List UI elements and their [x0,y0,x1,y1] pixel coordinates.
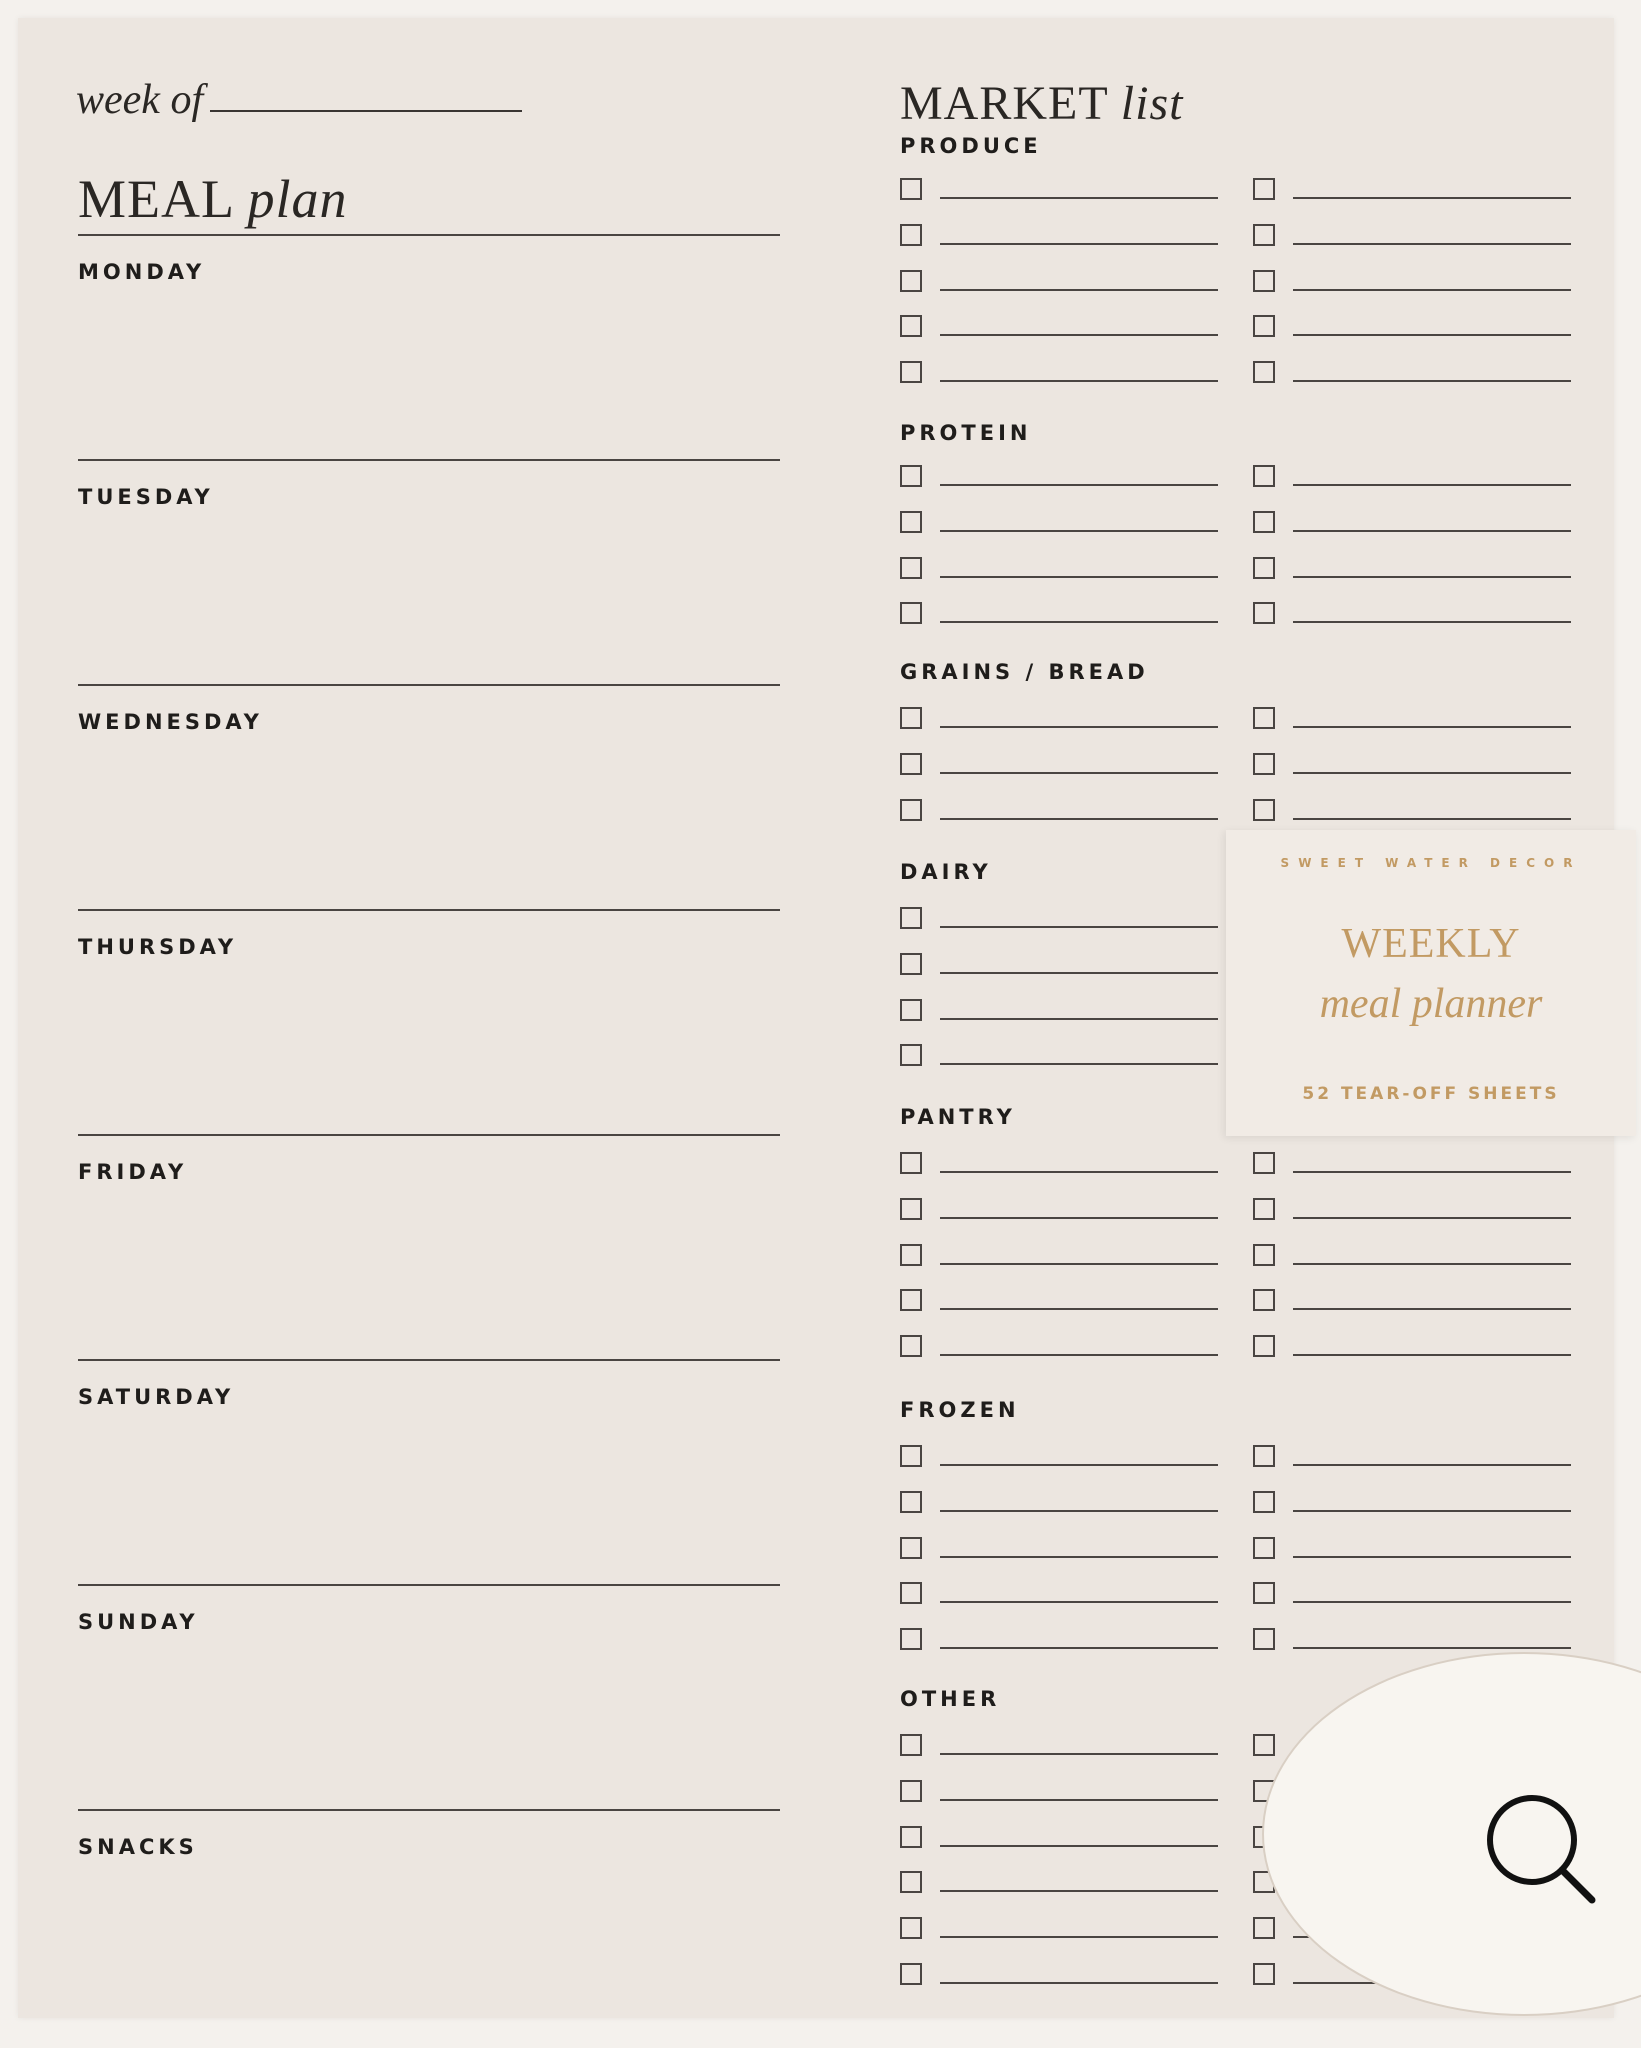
checkbox[interactable] [1253,1917,1275,1939]
item-write-line[interactable] [1293,1263,1571,1265]
day-label-sunday: SUNDAY [78,1610,199,1634]
day-label-tuesday: TUESDAY [78,485,214,509]
market-list-title [900,76,1183,131]
checkbox[interactable] [1253,1734,1275,1756]
category-other: OTHER [900,1687,1001,1711]
category-grains-bread: GRAINS / BREAD [900,660,1149,684]
checkbox[interactable] [900,1582,922,1604]
checkbox[interactable] [900,953,922,975]
market-title-italic: list [1120,77,1184,130]
checkbox[interactable] [1253,1445,1275,1467]
checkbox[interactable] [900,224,922,246]
checkbox[interactable] [1253,1628,1275,1650]
checkbox[interactable] [900,1826,922,1848]
item-write-line[interactable] [1293,289,1571,291]
checkbox[interactable] [1253,361,1275,383]
checkbox[interactable] [900,1335,922,1357]
category-produce: PRODUCE [900,134,1042,158]
checkbox[interactable] [1253,1537,1275,1559]
checkbox[interactable] [900,1289,922,1311]
item-write-line[interactable] [940,334,1218,336]
checkbox[interactable] [900,361,922,383]
day-divider [78,684,780,686]
category-dairy: DAIRY [900,860,992,884]
checkbox[interactable] [900,511,922,533]
item-write-line[interactable] [940,1982,1218,1984]
checkbox[interactable] [1253,1582,1275,1604]
item-write-line[interactable] [940,1354,1218,1356]
item-write-line[interactable] [940,530,1218,532]
day-label-thursday: THURSDAY [78,935,238,959]
checkbox[interactable] [1253,178,1275,200]
checkbox[interactable] [1253,1335,1275,1357]
item-write-line[interactable] [1293,484,1571,486]
item-write-line[interactable] [1293,1171,1571,1173]
day-divider [78,1359,780,1361]
item-write-line[interactable] [1293,1556,1571,1558]
checkbox[interactable] [1253,224,1275,246]
item-write-line[interactable] [1293,1510,1571,1512]
item-write-line[interactable] [940,1171,1218,1173]
category-pantry: PANTRY [900,1105,1016,1129]
item-write-line[interactable] [940,380,1218,382]
item-write-line[interactable] [940,1263,1218,1265]
item-write-line[interactable] [940,1510,1218,1512]
checkbox[interactable] [900,1734,922,1756]
item-write-line[interactable] [940,1647,1218,1649]
day-divider [78,1584,780,1586]
checkbox[interactable] [1253,1244,1275,1266]
checkbox[interactable] [900,1537,922,1559]
item-write-line[interactable] [940,1217,1218,1219]
item-write-line[interactable] [940,1799,1218,1801]
meal-title-main: MEAL [78,169,233,229]
item-write-line[interactable] [1293,380,1571,382]
product-subtitle: meal planner [1319,981,1543,1027]
checkbox[interactable] [1253,465,1275,487]
checkbox[interactable] [900,270,922,292]
item-write-line[interactable] [940,1556,1218,1558]
checkbox[interactable] [900,1152,922,1174]
checkbox[interactable] [900,799,922,821]
item-write-line[interactable] [940,243,1218,245]
product-title: WEEKLY [1341,921,1521,967]
day-divider [78,909,780,911]
item-write-line[interactable] [940,621,1218,623]
day-label-snacks: SNACKS [78,1835,198,1859]
item-write-line[interactable] [940,1890,1218,1892]
day-divider [78,1809,780,1811]
item-write-line[interactable] [940,818,1218,820]
item-write-line[interactable] [940,1601,1218,1603]
item-write-line[interactable] [1293,818,1571,820]
item-write-line[interactable] [940,772,1218,774]
checkbox[interactable] [900,557,922,579]
checkbox[interactable] [1253,1289,1275,1311]
item-write-line[interactable] [940,726,1218,728]
checkbox[interactable] [1253,557,1275,579]
checkbox[interactable] [900,178,922,200]
item-write-line[interactable] [940,1308,1218,1310]
checkbox[interactable] [1253,799,1275,821]
item-write-line[interactable] [940,1063,1218,1065]
day-label-monday: MONDAY [78,260,206,284]
checkbox[interactable] [900,1871,922,1893]
item-write-line[interactable] [940,484,1218,486]
item-write-line[interactable] [1293,1601,1571,1603]
item-write-line[interactable] [1293,1308,1571,1310]
checkbox[interactable] [900,1628,922,1650]
checkbox[interactable] [1253,602,1275,624]
checkbox[interactable] [1253,1491,1275,1513]
product-label-card [1226,830,1636,1136]
day-label-saturday: SATURDAY [78,1385,235,1409]
checkbox[interactable] [900,1780,922,1802]
item-write-line[interactable] [1293,1354,1571,1356]
meal-title-italic: plan [247,169,348,229]
magnifier-icon [1482,1790,1602,1910]
checkbox[interactable] [1253,315,1275,337]
item-write-line[interactable] [940,576,1218,578]
day-label-friday: FRIDAY [78,1160,188,1184]
item-write-line[interactable] [940,1936,1218,1938]
checkbox[interactable] [1253,1198,1275,1220]
checkbox[interactable] [1253,270,1275,292]
item-write-line[interactable] [1293,576,1571,578]
market-title-main: MARKET [900,77,1108,130]
item-write-line[interactable] [940,1753,1218,1755]
item-write-line[interactable] [1293,197,1571,199]
checkbox[interactable] [900,1963,922,1985]
item-write-line[interactable] [940,1018,1218,1020]
item-write-line[interactable] [940,197,1218,199]
day-divider [78,459,780,461]
day-label-wednesday: WEDNESDAY [78,710,263,734]
checkbox[interactable] [900,707,922,729]
checkbox[interactable] [900,465,922,487]
category-protein: PROTEIN [900,421,1032,445]
item-write-line[interactable] [1293,530,1571,532]
week-of-label: week of [76,77,204,123]
checkbox[interactable] [900,602,922,624]
item-write-line[interactable] [1293,726,1571,728]
checkbox[interactable] [900,315,922,337]
item-write-line[interactable] [1293,243,1571,245]
item-write-line[interactable] [940,1464,1218,1466]
checkbox[interactable] [1253,1963,1275,1985]
brand-name: SWEET WATER DECOR [1280,856,1582,870]
item-write-line[interactable] [1293,1217,1571,1219]
checkbox[interactable] [900,1244,922,1266]
item-write-line[interactable] [940,289,1218,291]
category-frozen: FROZEN [900,1398,1020,1422]
sheet-count: 52 TEAR-OFF SHEETS [1302,1084,1560,1104]
checkbox[interactable] [1253,753,1275,775]
checkbox[interactable] [900,1198,922,1220]
checkbox[interactable] [900,907,922,929]
checkbox[interactable] [900,1044,922,1066]
checkbox[interactable] [1253,1152,1275,1174]
checkbox[interactable] [900,1445,922,1467]
checkbox[interactable] [900,753,922,775]
item-write-line[interactable] [1293,334,1571,336]
item-write-line[interactable] [1293,621,1571,623]
item-write-line[interactable] [1293,1464,1571,1466]
item-write-line[interactable] [940,972,1218,974]
checkbox[interactable] [900,999,922,1021]
day-divider [78,1134,780,1136]
week-of-field[interactable] [210,110,522,112]
checkbox[interactable] [1253,707,1275,729]
item-write-line[interactable] [1293,772,1571,774]
item-write-line[interactable] [940,926,1218,928]
checkbox[interactable] [1253,511,1275,533]
item-write-line[interactable] [940,1845,1218,1847]
day-divider [78,234,780,236]
item-write-line[interactable] [1293,1647,1571,1649]
meal-plan-title [78,168,348,230]
checkbox[interactable] [900,1491,922,1513]
checkbox[interactable] [900,1917,922,1939]
